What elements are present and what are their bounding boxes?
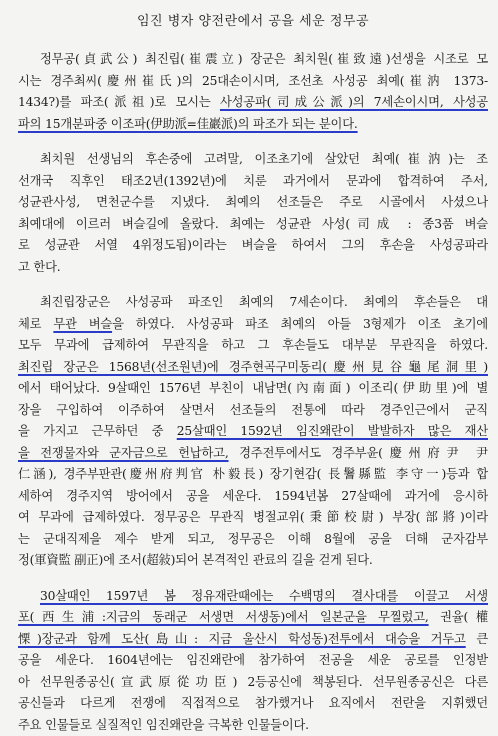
text-segment: 공신들과 다르게 전쟁에 직접적으로 참가했거나 요직에서 전란을 지휘했던: [18, 696, 488, 710]
text-segment: 모두 무과에 급제하여 무관직을 하고 그 후손들도 대부분 무관직을 하였다.: [18, 338, 488, 352]
text-segment: 최예대에 이르러 벼슬길에 올랐다. 최예는 성균관 사성(司成 : 종3품 벼슬: [18, 217, 488, 231]
text-line: [18, 378, 488, 400]
text-line: [18, 235, 488, 257]
text-segment: 세하여 경주지역 방어에서 공을 세운다. 1594년봄 27살때에 과거에 응시하: [18, 489, 488, 503]
text-line: [18, 71, 488, 93]
text-line: [18, 92, 488, 114]
text-line: [18, 421, 488, 443]
text-line: [18, 314, 488, 336]
text-line: [18, 49, 488, 71]
text-segment: 최치원 선생님의 후손중에 고려말, 이조초기에 살았던 최예(崔汭)는 조: [40, 152, 488, 166]
text-line: [18, 672, 488, 694]
text-line: [18, 650, 488, 672]
text-segment: 아 선무원종공신(宣武原從功臣) 2등공신에 책봉된다. 선무원종공신은 다른: [18, 675, 488, 689]
text-segment: 1434?)를 파조(派祖)로 모시는: [18, 95, 220, 109]
text-line: [18, 335, 488, 357]
text-segment: 로 성균관 서열 4위정도됨)이라는 벼슬을 하여서 그의 후손을 사성공파라: [18, 238, 488, 252]
text-line: [18, 529, 488, 551]
text-segment: 는 군대직제을 제수 받게 되고, 정무공은 이해 8월에 공을 더해 군자감부: [18, 532, 488, 546]
text-line: [18, 357, 488, 379]
document-body: [18, 49, 488, 736]
text-segment: 성균관사성, 면천군수를 지냈다. 최예의 선조들은 주로 시골에서 사셨으나: [18, 195, 488, 209]
text-segment: 고 한다.: [18, 260, 60, 274]
underlined-text: 포(西生浦:지금의 동래군 서생면 서생동)에서 일본군을 무찔렀고,: [18, 610, 429, 624]
text-line: [18, 550, 488, 572]
text-segment: 체로: [18, 317, 53, 331]
text-segment: 을 가지고 근무하던 중: [18, 424, 177, 438]
text-line: [18, 192, 488, 214]
text-segment: 최진립장군은 사성공파 파조인 최예의 7세손이다. 최예의 후손들은 대: [40, 295, 488, 309]
underlined-text: 최진립 장군은 1568년(선조원년)에 경주현곡구미동리(慶州見谷龜尾洞里): [18, 360, 488, 374]
text-line: [18, 586, 488, 608]
text-line: [18, 507, 488, 529]
text-line: [18, 607, 488, 629]
text-segment: 경주전투에서도 경주부윤(慶州府尹 尹: [229, 446, 488, 460]
text-line: [18, 400, 488, 422]
text-segment: 정무공(貞武公) 최진립(崔震立) 장군은 최치원(崔致遠)선생을 시조로 모: [40, 52, 488, 66]
text-segment: 큰: [466, 632, 488, 646]
text-line: [18, 443, 488, 465]
text-line: [18, 715, 488, 736]
text-segment: 仁涵), 경주부판관(慶州府判官 朴毅長) 장기현감( 長鬐縣監 李守一)등과 합: [18, 467, 488, 481]
text-segment: 공을 세운다. 1604년에는 임진왜란에 참가하여 전공을 세운 공로를 인정받: [18, 653, 488, 667]
text-line: [18, 257, 488, 279]
text-line: [18, 171, 488, 193]
text-segment: 에서 태어났다. 9살때인 1576년 부친이 내남면(內南面) 이조리(伊助里)에 별: [18, 381, 488, 395]
text-line: [18, 629, 488, 651]
underlined-text: 을 전쟁물자와 군자금으로 헌납하고,: [18, 446, 229, 460]
text-line: [18, 292, 488, 314]
text-line: [18, 464, 488, 486]
paragraph: [18, 292, 488, 572]
underlined-text: 무관 벼슬: [53, 317, 112, 331]
text-segment: 권율(權: [429, 610, 488, 624]
text-line: [18, 486, 488, 508]
text-segment: 선개국 직후인 태조2년(1392년)에 치룬 과거에서 문과에 합격하여 주서,: [18, 174, 488, 188]
text-segment: 시는 경주최씨(慶州崔氏)의 25대손이시며, 조선초 사성공 최예(崔汭 1373-: [18, 74, 488, 88]
paragraph: [18, 49, 488, 135]
text-line: [18, 214, 488, 236]
text-line: [18, 149, 488, 171]
underlined-text: 파의 15개분파중 이조파(伊助派=佳巖派)의 파조가 되는 분이다.: [18, 117, 358, 131]
paragraph: [18, 586, 488, 736]
underlined-text: 30살때인 1597년 봄 정유재란때에는 수백명의 결사대를 이끌고 서생: [40, 589, 488, 603]
underlined-text: 慄)장군과 함께 도산(島山: 지금 울산시 학성동)전투에서 대승을 거두고: [18, 632, 466, 646]
underlined-text: 25살때인 1592년 임진왜란이 발발하자 많은 재산: [177, 424, 488, 438]
underlined-text: 사성공파(司成公派)의 7세손이시며, 사성공: [220, 95, 488, 109]
text-segment: 정(軍資監 副正)에 조서(超敍)되어 본격적인 관료의 길을 걷게 된다.: [18, 553, 373, 567]
text-line: [18, 114, 488, 136]
document-title: 임진 병자 양전란에서 공을 세운 정무공: [18, 10, 488, 29]
text-segment: 장을 구입하여 이주하여 살면서 선조들의 전통에 따라 경주인근에서 군직: [18, 403, 488, 417]
text-line: [18, 693, 488, 715]
text-segment: 여 무과에 급제하였다. 정무공은 무관직 병절교위(秉節校尉) 부장(部將)이라: [18, 510, 488, 524]
text-segment: 을 하였다. 사성공파 파조 최예의 아들 3형제가 이조 초기에: [112, 317, 488, 331]
paragraph: [18, 149, 488, 278]
text-segment: 주요 인물들로 실질적인 임진왜란을 극복한 인물들이다.: [18, 718, 309, 732]
